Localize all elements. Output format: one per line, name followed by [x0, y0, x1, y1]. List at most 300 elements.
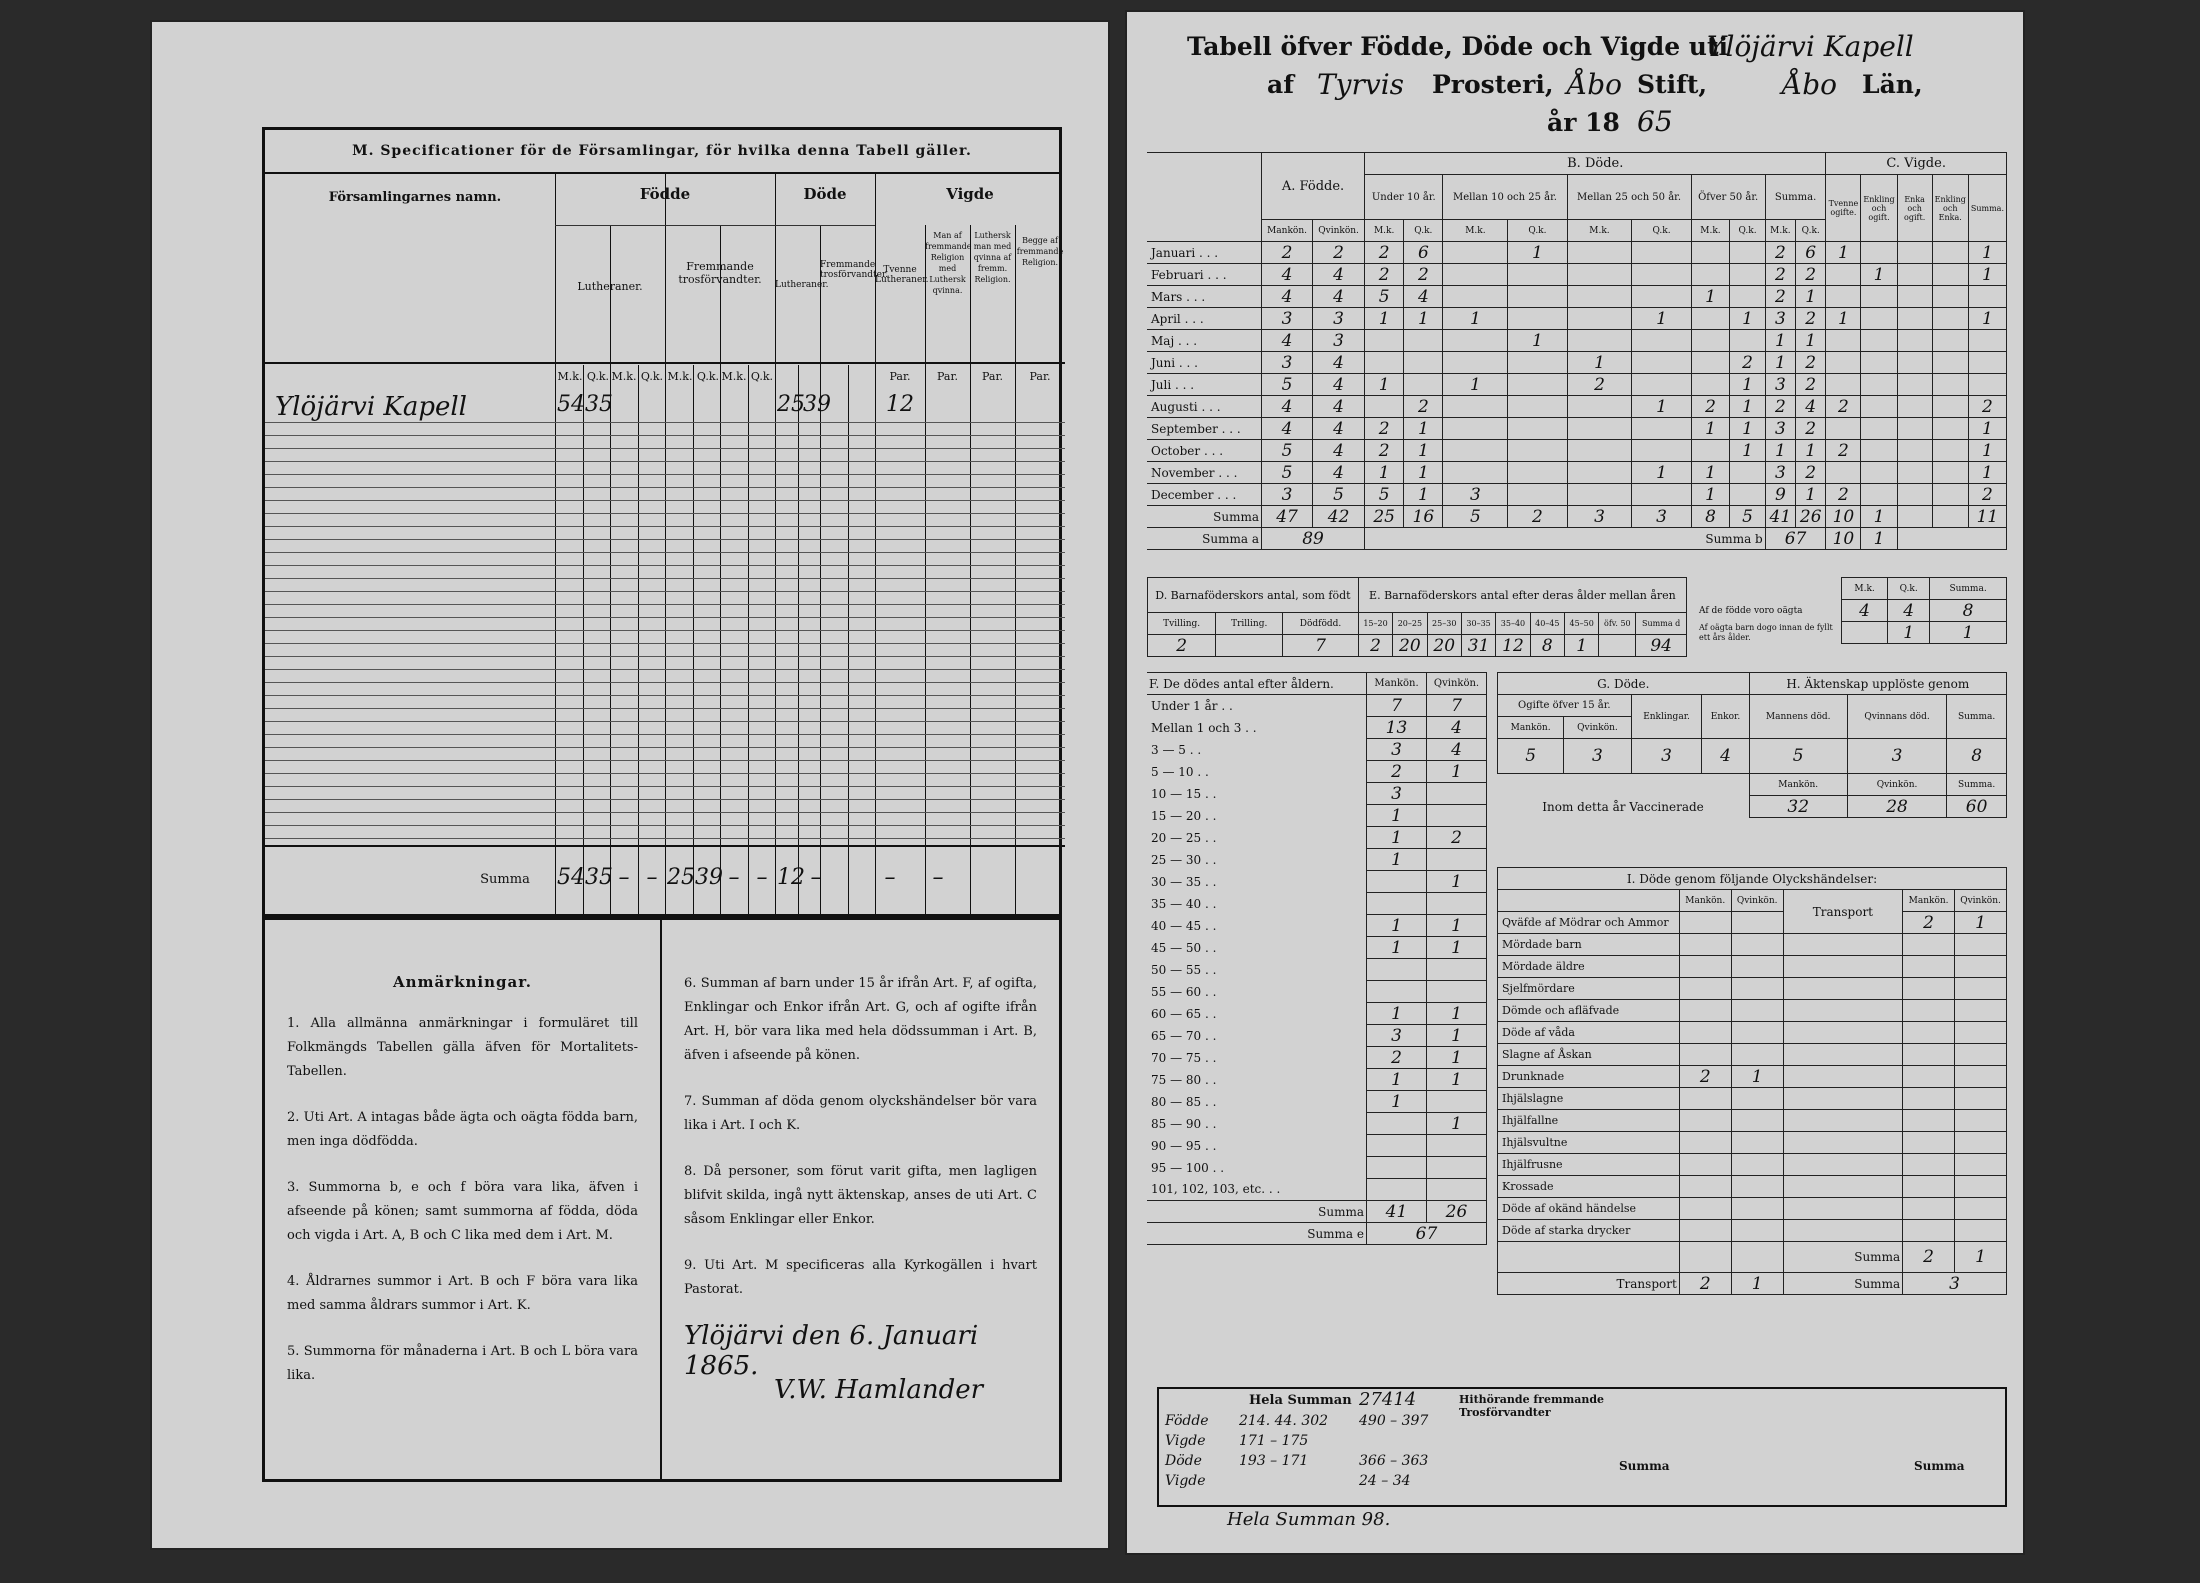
- left-page: [150, 20, 1110, 1550]
- b-cell: [1730, 484, 1765, 506]
- summa-e-label: Summa e: [1147, 1223, 1367, 1245]
- age-q: 1: [1427, 871, 1487, 893]
- hela-bottom: Hela Summan 98.: [1227, 1509, 1391, 1530]
- a-cell: 4: [1262, 418, 1313, 440]
- b-cell: 1: [1632, 462, 1691, 484]
- mk-label: M.k.: [667, 370, 693, 383]
- f-table: [1147, 672, 1487, 1245]
- i-summa-row: [1498, 1242, 2007, 1273]
- col-divider: [925, 225, 926, 914]
- note-6: 6. Summan af barn under 15 år ifrån Art. F, af ogifta, Enklingar och Enkor ifrån Art. G, och af ogifte ifrån Art. H, bör vara lika med hela dödssumman i Art. B, äfven i afseende på könen.: [684, 976, 1037, 1063]
- title-line1: Tabell öfver Födde, Döde och Vigde uti: [1187, 32, 1729, 61]
- dode-qk: 39: [803, 392, 831, 417]
- c-cell: 2: [1826, 484, 1861, 506]
- c-cell: [1968, 330, 2006, 352]
- b-cell: [1632, 330, 1691, 352]
- age-label: 40 — 45 . .: [1147, 915, 1367, 937]
- b-cell: 3: [1765, 308, 1795, 330]
- c-cell: [1861, 440, 1897, 462]
- b-cell: 5: [1365, 484, 1404, 506]
- accident-q: [1731, 1088, 1783, 1110]
- c-col-header: Enkling och ogift.: [1861, 175, 1897, 242]
- hela-row-total: 366 – 363: [1359, 1453, 1429, 1469]
- summa-cell: –: [756, 865, 768, 890]
- notes-right-col: [662, 920, 1059, 1479]
- b-cell: 2: [1765, 242, 1795, 264]
- c-cell: [1897, 264, 1932, 286]
- age-label: 5 — 10 . .: [1147, 761, 1367, 783]
- b-cell: 1: [1730, 418, 1765, 440]
- age-q: [1427, 783, 1487, 805]
- a-cell: 3: [1262, 484, 1313, 506]
- b-cell: 1: [1765, 330, 1795, 352]
- month-label: Juli . . .: [1147, 374, 1262, 396]
- accident-row: [1498, 934, 2007, 956]
- summa-a-label: Summa a: [1147, 528, 1262, 550]
- mk-label: M.k.: [611, 370, 637, 383]
- b-cell: 1: [1730, 440, 1765, 462]
- h-col-header: Qvinnans död.: [1847, 695, 1946, 739]
- ruled-line: [265, 682, 1065, 683]
- e-col-header: 45–50: [1564, 613, 1598, 635]
- summa-cell: 12: [777, 865, 805, 890]
- blank-cell: [1955, 1110, 2007, 1132]
- b-cell: 1: [1796, 330, 1826, 352]
- illegit-value: 4: [1888, 600, 1930, 622]
- e-col-header: 30–35: [1461, 613, 1495, 635]
- a-cell: 4: [1313, 264, 1365, 286]
- age-m: 3: [1367, 739, 1427, 761]
- month-row: [1147, 440, 2007, 462]
- mk-header: M.k.: [1765, 220, 1795, 242]
- right-page: [1125, 10, 2025, 1555]
- blank-cell: [1903, 1198, 1955, 1220]
- divider: [555, 225, 875, 226]
- accident-q: [1731, 912, 1783, 934]
- age-row: [1147, 1179, 1487, 1201]
- c-cell: 1: [1968, 242, 2006, 264]
- age-m: 1: [1367, 805, 1427, 827]
- gh-table: [1497, 672, 2007, 818]
- qk-header: Q.k.: [1508, 220, 1567, 242]
- c-cell: [1932, 330, 1968, 352]
- age-q: [1427, 1157, 1487, 1179]
- c-cell: 1: [1968, 308, 2006, 330]
- col-divider: [820, 225, 821, 914]
- b-cell: [1691, 242, 1730, 264]
- age-label: 50 — 55 . .: [1147, 959, 1367, 981]
- summa-cell: 25: [667, 865, 695, 890]
- age-row: [1147, 783, 1487, 805]
- title-year-prefix: år 18: [1547, 108, 1620, 137]
- age-q: 2: [1427, 827, 1487, 849]
- age-row: [1147, 1025, 1487, 1047]
- header-row: [1498, 868, 2007, 890]
- age-label: 101, 102, 103, etc. . .: [1147, 1179, 1367, 1201]
- c-cell: 1: [1826, 242, 1861, 264]
- summa-b-label: Summa b: [1365, 528, 1766, 550]
- e-value: 1: [1564, 635, 1598, 657]
- blank-cell: [1903, 1022, 1955, 1044]
- b-cell: [1443, 352, 1508, 374]
- hela-summan-value: 27414: [1359, 1389, 1417, 1410]
- b-cell: 2: [1730, 352, 1765, 374]
- transport-out-label: Transport: [1498, 1273, 1680, 1295]
- title-stift: Stift,: [1637, 70, 1708, 99]
- illegit-col-header: Summa.: [1930, 578, 2007, 600]
- col-divider: [720, 225, 721, 914]
- vacc-col-header: Qvinkön.: [1847, 774, 1946, 796]
- accident-q: [1731, 1198, 1783, 1220]
- age-row: [1147, 937, 1487, 959]
- b-cell: 2: [1365, 242, 1404, 264]
- e-value: 94: [1636, 635, 1687, 657]
- age-label: 70 — 75 . .: [1147, 1047, 1367, 1069]
- age-label: 85 — 90 . .: [1147, 1113, 1367, 1135]
- c-total: [1897, 506, 1932, 528]
- b-cell: [1567, 264, 1632, 286]
- e-value: 31: [1461, 635, 1495, 657]
- age-row: [1147, 893, 1487, 915]
- b-cell: [1730, 286, 1765, 308]
- illegit-col-header: Q.k.: [1888, 578, 1930, 600]
- qk-header: Q.k.: [1796, 220, 1826, 242]
- age-row: [1147, 915, 1487, 937]
- accident-label: Döde af starka drycker: [1498, 1220, 1680, 1242]
- b-total: 26: [1796, 506, 1826, 528]
- age-q: [1427, 1179, 1487, 1201]
- c-cell: [1968, 352, 2006, 374]
- abc-table: [1147, 152, 2007, 550]
- b-cell: [1443, 286, 1508, 308]
- a-total: 42: [1313, 506, 1365, 528]
- age-row: [1147, 717, 1487, 739]
- c-cell: [1897, 308, 1932, 330]
- b-cell: [1508, 484, 1567, 506]
- dode-fremmande-header: Fremmande trosförvandter.: [820, 260, 889, 280]
- ruled-line: [265, 539, 1065, 540]
- b-cell: [1443, 396, 1508, 418]
- b-cell: 4: [1796, 396, 1826, 418]
- b-cell: 1: [1632, 308, 1691, 330]
- h-value: 3: [1847, 739, 1946, 774]
- ruled-line: [265, 526, 1065, 527]
- header-row: [1697, 578, 2007, 600]
- header-row: [1498, 695, 2007, 717]
- age-m: [1367, 893, 1427, 915]
- c-cell: 1: [1861, 264, 1897, 286]
- i-summa-value: 1: [1955, 1242, 2007, 1273]
- e-col-header: 25–30: [1427, 613, 1461, 635]
- month-row: [1147, 242, 2007, 264]
- g-col-header: Qvinkön.: [1564, 717, 1631, 739]
- a-cell: 2: [1262, 242, 1313, 264]
- blank-cell: [1955, 956, 2007, 978]
- m-title: M. Specificationer för de Församlingar, för hvilka denna Tabell gäller.: [265, 130, 1059, 174]
- e-value: 8: [1530, 635, 1564, 657]
- blank-cell: [1783, 1000, 1902, 1022]
- fodde-mk: 54: [557, 392, 585, 417]
- hela-row-label: Döde: [1165, 1453, 1202, 1469]
- c-cell: [1826, 286, 1861, 308]
- blank-cell: [1783, 1132, 1902, 1154]
- illegit-died-value: 1: [1888, 622, 1930, 644]
- accident-row: [1498, 956, 2007, 978]
- age-row: [1147, 981, 1487, 1003]
- illegit-table: [1697, 577, 2007, 644]
- signature-place: Ylöjärvi den 6. Januari: [684, 1321, 979, 1351]
- month-label: October . . .: [1147, 440, 1262, 462]
- c-cell: [1861, 286, 1897, 308]
- f-summa-value: 26: [1427, 1201, 1487, 1223]
- age-row: [1147, 1135, 1487, 1157]
- b-cell: 1: [1443, 308, 1508, 330]
- vacc-label: Inom detta år Vaccinerade: [1542, 799, 1704, 814]
- note-9: 9. Uti Art. M specificeras alla Kyrkogällen i hvart Pastorat.: [684, 1258, 1037, 1297]
- accident-row: [1498, 1066, 2007, 1088]
- accident-q: [1731, 934, 1783, 956]
- blank-cell: [1731, 1242, 1783, 1273]
- e-col-header: 20–25: [1393, 613, 1427, 635]
- age-q: 1: [1427, 915, 1487, 937]
- vacc-row: [1498, 796, 2007, 818]
- age-m: 7: [1367, 695, 1427, 717]
- header-divider: [265, 362, 1065, 364]
- b-cell: 2: [1796, 264, 1826, 286]
- b-cell: [1691, 308, 1730, 330]
- age-m: [1367, 1157, 1427, 1179]
- accident-m: [1679, 1044, 1731, 1066]
- month-label: Januari . . .: [1147, 242, 1262, 264]
- c-cell: [1897, 352, 1932, 374]
- f-summa-row: [1147, 1201, 1487, 1223]
- ruled-line: [265, 500, 1065, 501]
- col-divider: [1015, 225, 1016, 914]
- b-cell: [1567, 396, 1632, 418]
- age-q: [1427, 1091, 1487, 1113]
- b-cell: 1: [1796, 286, 1826, 308]
- c-col-header: Tvenne ogifte.: [1826, 175, 1861, 242]
- b-col-header: Summa.: [1765, 175, 1826, 220]
- b-cell: [1508, 286, 1567, 308]
- summa-cell: –: [618, 865, 630, 890]
- accident-m: [1679, 1220, 1731, 1242]
- i-transport-row: [1498, 1273, 2007, 1295]
- ruled-line: [265, 578, 1065, 579]
- b-cell: 2: [1567, 374, 1632, 396]
- transport-q: 1: [1955, 912, 2007, 934]
- c-cell: [1861, 418, 1897, 440]
- a-cell: 4: [1262, 396, 1313, 418]
- g-col-header: Enklingar.: [1631, 695, 1702, 739]
- c-cell: 1: [1968, 418, 2006, 440]
- d-value: [1216, 635, 1283, 657]
- b-cell: 1: [1404, 418, 1443, 440]
- age-m: 3: [1367, 1025, 1427, 1047]
- c-cell: 2: [1968, 484, 2006, 506]
- b-cell: [1691, 352, 1730, 374]
- d-value: 2: [1148, 635, 1216, 657]
- blank-cell: [1955, 1088, 2007, 1110]
- a-cell: 4: [1313, 286, 1365, 308]
- c-cell: [1861, 396, 1897, 418]
- accident-label: Mördade äldre: [1498, 956, 1680, 978]
- age-m: 1: [1367, 937, 1427, 959]
- c-col-header: Enka och ogift.: [1897, 175, 1932, 242]
- b-cell: 1: [1765, 440, 1795, 462]
- a-cell: 5: [1262, 374, 1313, 396]
- summa-cell: –: [810, 865, 822, 890]
- a-col-header: Mankön.: [1262, 220, 1313, 242]
- c-cell: [1861, 330, 1897, 352]
- blank-cell: [1783, 1198, 1902, 1220]
- b-col-header: Öfver 50 år.: [1691, 175, 1765, 220]
- b-cell: [1567, 330, 1632, 352]
- c-cell: [1897, 330, 1932, 352]
- summa-e-value: 67: [1367, 1223, 1487, 1245]
- c-cell: [1897, 440, 1932, 462]
- h-col-header: Summa.: [1947, 695, 2007, 739]
- c-cell: [1932, 418, 1968, 440]
- b-cell: 1: [1796, 440, 1826, 462]
- summa-c-value: 10: [1826, 528, 1861, 550]
- e-value: 20: [1393, 635, 1427, 657]
- c-cell: [1826, 264, 1861, 286]
- summa-c-value: 1: [1861, 528, 1897, 550]
- ruled-line: [265, 721, 1065, 722]
- a-cell: 3: [1313, 308, 1365, 330]
- illegit-col-header: M.k.: [1842, 578, 1888, 600]
- b-total: 3: [1632, 506, 1691, 528]
- c-cell: 1: [1826, 308, 1861, 330]
- b-cell: 1: [1404, 440, 1443, 462]
- blank-cell: [1498, 774, 1750, 796]
- mk-header: M.k.: [1567, 220, 1632, 242]
- b-cell: 2: [1365, 264, 1404, 286]
- accident-row: [1498, 1044, 2007, 1066]
- mk-header: M.k.: [1691, 220, 1730, 242]
- d-col-header: Tvilling.: [1148, 613, 1216, 635]
- accident-m: [1679, 1088, 1731, 1110]
- blank-cell: [1903, 1044, 1955, 1066]
- age-m: 2: [1367, 1047, 1427, 1069]
- b-cell: 1: [1567, 352, 1632, 374]
- b-cell: [1443, 462, 1508, 484]
- e-value: 2: [1358, 635, 1392, 657]
- age-m: 1: [1367, 1003, 1427, 1025]
- blank-cell: [1897, 528, 2006, 550]
- note-7: 7. Summan af döda genom olyckshändelser bör vara lika i Art. I och K.: [684, 1094, 1037, 1133]
- summa-e-row: [1147, 1223, 1487, 1245]
- f-col-header: Qvinkön.: [1427, 673, 1487, 695]
- ruled-line: [265, 513, 1065, 514]
- ruled-line: [265, 760, 1065, 761]
- ruled-line: [265, 825, 1065, 826]
- a-cell: 5: [1262, 440, 1313, 462]
- age-q: 1: [1427, 1069, 1487, 1091]
- accident-label: Mördade barn: [1498, 934, 1680, 956]
- title-place: Ylöjärvi Kapell: [1707, 30, 1914, 63]
- c-cell: [1932, 440, 1968, 462]
- b-cell: 3: [1765, 374, 1795, 396]
- b-cell: [1443, 330, 1508, 352]
- g-col-header: Enkor.: [1702, 695, 1749, 739]
- a-cell: 4: [1313, 374, 1365, 396]
- note-4: 4. Åldrarnes summor i Art. B och F böra vara lika med samma åldrars summor i Art. K.: [287, 1274, 638, 1313]
- hela-row-label: Födde: [1165, 1413, 1209, 1429]
- a-cell: 4: [1262, 264, 1313, 286]
- age-m: 3: [1367, 783, 1427, 805]
- qk-label: Q.k.: [750, 370, 774, 383]
- age-row: [1147, 871, 1487, 893]
- b-cell: 2: [1404, 264, 1443, 286]
- b-cell: 1: [1404, 484, 1443, 506]
- c-cell: [1897, 462, 1932, 484]
- note-8: 8. Då personer, som förut varit gifta, men lagligen blifvit skilda, ingå nytt äktenskap, anses de uti Art. C såsom Enklingar eller Enkor.: [684, 1164, 1037, 1227]
- age-row: [1147, 1113, 1487, 1135]
- ruled-line: [265, 695, 1065, 696]
- blank-cell: [1903, 1066, 1955, 1088]
- accident-m: 2: [1679, 1066, 1731, 1088]
- f-col-header: Mankön.: [1367, 673, 1427, 695]
- accident-m: [1679, 956, 1731, 978]
- b-cell: 1: [1365, 308, 1404, 330]
- c-cell: 1: [1968, 462, 2006, 484]
- blank-cell: [1903, 1110, 1955, 1132]
- par-label: Par.: [1029, 370, 1051, 383]
- month-label: September . . .: [1147, 418, 1262, 440]
- age-q: 1: [1427, 1003, 1487, 1025]
- par-label: Par.: [889, 370, 911, 383]
- b-cell: 3: [1443, 484, 1508, 506]
- header-row: [1498, 673, 2007, 695]
- b-cell: 2: [1365, 440, 1404, 462]
- par-label: Par.: [936, 370, 958, 383]
- accident-q: [1731, 978, 1783, 1000]
- age-m: [1367, 1179, 1427, 1201]
- accident-label: Drunknade: [1498, 1066, 1680, 1088]
- hela-row-vals: 193 – 171: [1239, 1453, 1309, 1469]
- e-col-header: 35–40: [1496, 613, 1530, 635]
- b-cell: [1365, 396, 1404, 418]
- qk-header: Q.k.: [1730, 220, 1765, 242]
- header-row: [1148, 613, 1687, 635]
- summa-row: [1147, 506, 2007, 528]
- age-label: 75 — 80 . .: [1147, 1069, 1367, 1091]
- sec-g-header: G. Döde.: [1498, 673, 1750, 695]
- g-value: 3: [1631, 739, 1702, 774]
- b-cell: 6: [1796, 242, 1826, 264]
- blank-cell: [1903, 934, 1955, 956]
- age-row: [1147, 1157, 1487, 1179]
- illegit-died-row: [1697, 622, 2007, 644]
- b-cell: [1730, 462, 1765, 484]
- e-col-header: Summa d: [1636, 613, 1687, 635]
- month-row: [1147, 462, 2007, 484]
- h-value: 5: [1749, 739, 1847, 774]
- accident-m: [1679, 1000, 1731, 1022]
- c-cell: [1968, 286, 2006, 308]
- age-label: 95 — 100 . .: [1147, 1157, 1367, 1179]
- hela-row-vals: 214. 44. 302: [1239, 1413, 1329, 1429]
- man-fremmande-header: Man af fremmande Religion med Luthersk qvinna.: [925, 231, 972, 295]
- accident-q: [1731, 1132, 1783, 1154]
- age-label: 65 — 70 . .: [1147, 1025, 1367, 1047]
- ruled-line: [265, 734, 1065, 735]
- b-cell: 1: [1404, 308, 1443, 330]
- ruled-line: [265, 448, 1065, 449]
- blank-cell: [1955, 1132, 2007, 1154]
